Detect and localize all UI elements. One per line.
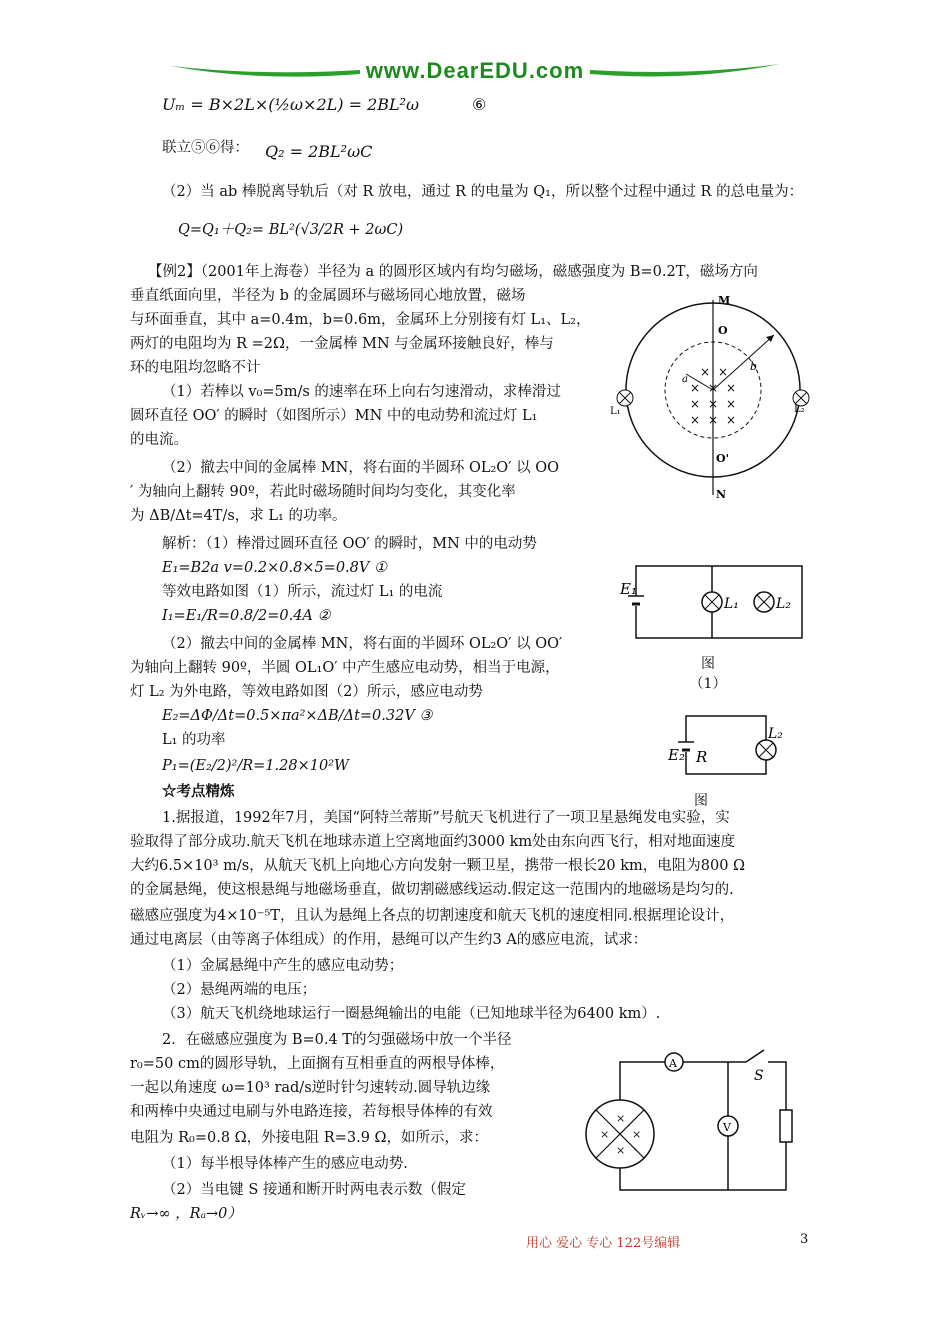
svg-text:×: × <box>726 413 737 427</box>
svg-text:×: × <box>690 397 701 411</box>
text-line: （2）悬绳两端的电压； <box>162 982 317 998</box>
svg-text:×: × <box>708 381 719 395</box>
text-line: 和两棒中央通过电刷与外电路连接，若每根导体棒的有效 <box>130 1104 493 1120</box>
label-ammeter: A <box>669 1057 677 1070</box>
text-line: 等效电路如图（1）所示，流过灯 L₁ 的电流 <box>162 584 443 600</box>
circuit-2-caption: 图 <box>694 793 708 809</box>
svg-text:×: × <box>726 381 737 395</box>
site-header <box>170 52 780 92</box>
page-number: 3 <box>800 1232 809 1247</box>
site-name: www.DearEDU.com <box>365 58 585 83</box>
text-line: 一起以角速度 ω=10³ rad/s逆时针匀速转动.圆导轨边缘 <box>130 1080 491 1096</box>
text-line: ′ 为轴向上翻转 90º，若此时磁场随时间均匀变化，其变化率 <box>130 484 516 500</box>
text-line: 1.据报道，1992年7月，美国“阿特兰蒂斯”号航天飞机进行了一项卫星悬绳发电实验，实 <box>162 810 730 826</box>
text-line: （2）撤去中间的金属棒 MN，将右面的半圆环 OL₂O′ 以 OO <box>162 460 559 476</box>
text-line: 电阻为 R₀=0.8 Ω，外接电阻 R=3.9 Ω，如所示，求： <box>130 1130 489 1146</box>
text-line: I₁=E₁/R=0.8/2=0.4A ② <box>162 608 331 624</box>
text-line: L₁ 的功率 <box>162 732 226 748</box>
text-line: （1）若棒以 v₀=5m/s 的速率在环上向右匀速滑动，求棒滑过 <box>162 384 561 400</box>
text-line: 与环面垂直，其中 a=0.4m，b=0.6m，金属环上分别接有灯 L₁、L₂， <box>130 312 591 328</box>
text-line: 两灯的电阻均为 R =2Ω，一金属棒 MN 与金属环接触良好，棒与 <box>130 336 554 352</box>
formula-q-total: Q=Q₁＋Q₂= BL²(√3/2R + 2ωC) <box>178 222 404 238</box>
circuit-2-figure <box>668 712 788 778</box>
circuit-1-caption: 图（1） <box>689 656 727 692</box>
svg-text:×: × <box>600 1128 610 1141</box>
text-line: 灯 L₂ 为外电路，等效电路如图（2）所示，感应电动势 <box>130 684 483 700</box>
text-line: （1）金属悬绳中产生的感应电动势； <box>162 958 404 974</box>
svg-text:×: × <box>690 381 701 395</box>
text-line: 解析：（1）棒滑过圆环直径 OO′ 的瞬时，MN 中的电动势 <box>162 536 537 552</box>
text-line: （2）当 ab 棒脱离导轨后（对 R 放电，通过 R 的电量为 Q₁，所以整个过程中通过 R 的总电量为： <box>162 184 804 200</box>
footer-slogan: 用心 爱心 专心 122号编辑 <box>526 1236 681 1251</box>
text-line: 2．在磁感应强度为 B=0.4 T的匀强磁场中放一个半径 <box>162 1032 512 1048</box>
text-line: 的电流。 <box>130 432 188 448</box>
circuit-3-figure <box>578 1040 808 1200</box>
label-o-prime: O' <box>716 452 729 465</box>
label-switch: S <box>754 1068 764 1084</box>
circuit-1-figure <box>618 558 808 644</box>
text-line: 为轴向上翻转 90º，半圆 OL₁O′ 中产生感应电动势，相当于电源， <box>130 660 560 676</box>
label-voltmeter: V <box>723 1121 731 1134</box>
text-line: （2）当电键 S 接通和断开时两电表示数（假定 <box>162 1182 466 1198</box>
svg-text:×: × <box>632 1128 642 1141</box>
text-line: 垂直纸面向里，半径为 b 的金属圆环与磁场同心地放置，磁场 <box>130 288 526 304</box>
text-line: 为 ΔB/Δt=4T/s，求 L₁ 的功率。 <box>130 508 347 524</box>
text-line: E₁=B2a v=0.2×0.8×5=0.8V ① <box>162 560 387 576</box>
label-l2: L₂ <box>768 726 783 742</box>
text-line: （2）撤去中间的金属棒 MN，将右面的半圆环 OL₂O′ 以 OO′ <box>162 636 563 652</box>
label-n: N <box>716 488 727 500</box>
label-l1: L₁ <box>610 406 621 417</box>
text-line: 磁感应强度为4×10⁻⁵T，且认为悬绳上各点的切割速度和航天飞机的速度相同.根据理论设计， <box>130 908 735 924</box>
text-line: 圆环直径 OO′ 的瞬时（如图所示）MN 中的电动势和流过灯 L₁ <box>130 408 538 424</box>
svg-text:×: × <box>616 1112 626 1125</box>
text-line: P₁=(E₂/2)²/R=1.28×10²W <box>162 758 349 774</box>
svg-text:×: × <box>700 365 711 379</box>
label-b: b <box>750 360 758 373</box>
formula-um: Uₘ = B×2L×(½ω×2L) = 2BL²ω <box>162 95 420 114</box>
label-m: M <box>718 294 731 307</box>
svg-text:×: × <box>690 413 701 427</box>
section-title: ☆考点精炼 <box>162 783 235 800</box>
example-2-title: 【例2】（2001年上海卷）半径为 a 的圆形区域内有均匀磁场，磁感强度为 B=0.2T，磁场方向 <box>148 264 758 280</box>
formula-um-number: ⑥ <box>472 95 487 114</box>
text-line: r₀=50 cm的圆形导轨，上面搁有互相垂直的两根导体棒， <box>130 1056 505 1072</box>
svg-text:×: × <box>718 365 729 379</box>
label-e2: E₂ <box>668 746 685 764</box>
svg-text:×: × <box>708 413 719 427</box>
label-l2: L₂ <box>794 404 805 415</box>
label-e1: E₁ <box>620 580 637 598</box>
text-line: 的金属悬绳，使这根悬绳与地磁场垂直，做切割磁感线运动.假定这一范围内的地磁场是均匀的. <box>130 882 734 898</box>
formula-q2-intro: 联立⑤⑥得： <box>162 140 249 156</box>
text-line: （3）航天飞机绕地球运行一圈悬绳输出的电能（已知地球半径为6400 km）. <box>162 1006 661 1022</box>
text-line: 通过电离层（由等离子体组成）的作用，悬绳可以产生约3 A的感应电流，试求： <box>130 932 648 948</box>
label-o: O <box>718 324 728 337</box>
label-l1: L₁ <box>724 596 739 612</box>
text-line: （1）每半根导体棒产生的感应电动势. <box>162 1156 408 1172</box>
text-line: 验取得了部分成功.航天飞机在地球赤道上空离地面约3000 km处由东向西飞行，相对地面速度 <box>130 834 736 850</box>
svg-text:×: × <box>616 1144 626 1157</box>
label-a: a <box>682 374 688 385</box>
label-r: R <box>696 748 708 766</box>
text-line: E₂=ΔΦ/Δt=0.5×πa²×ΔB/Δt=0.32V ③ <box>162 708 433 724</box>
formula-q2: Q₂ = 2BL²ωC <box>265 142 373 161</box>
label-l2: L₂ <box>776 596 791 612</box>
text-line: 环的电阻均忽略不计 <box>130 360 261 376</box>
svg-text:×: × <box>726 397 737 411</box>
text-line: Rᵥ→∞ ，Rₐ→0） <box>130 1206 242 1222</box>
text-line: 大约6.5×10³ m/s，从航天飞机上向地心方向发射一颗卫星，携带一根长20 km，电阻为800 Ω <box>130 858 746 874</box>
ring-field-figure <box>608 290 813 500</box>
svg-text:×: × <box>708 397 719 411</box>
